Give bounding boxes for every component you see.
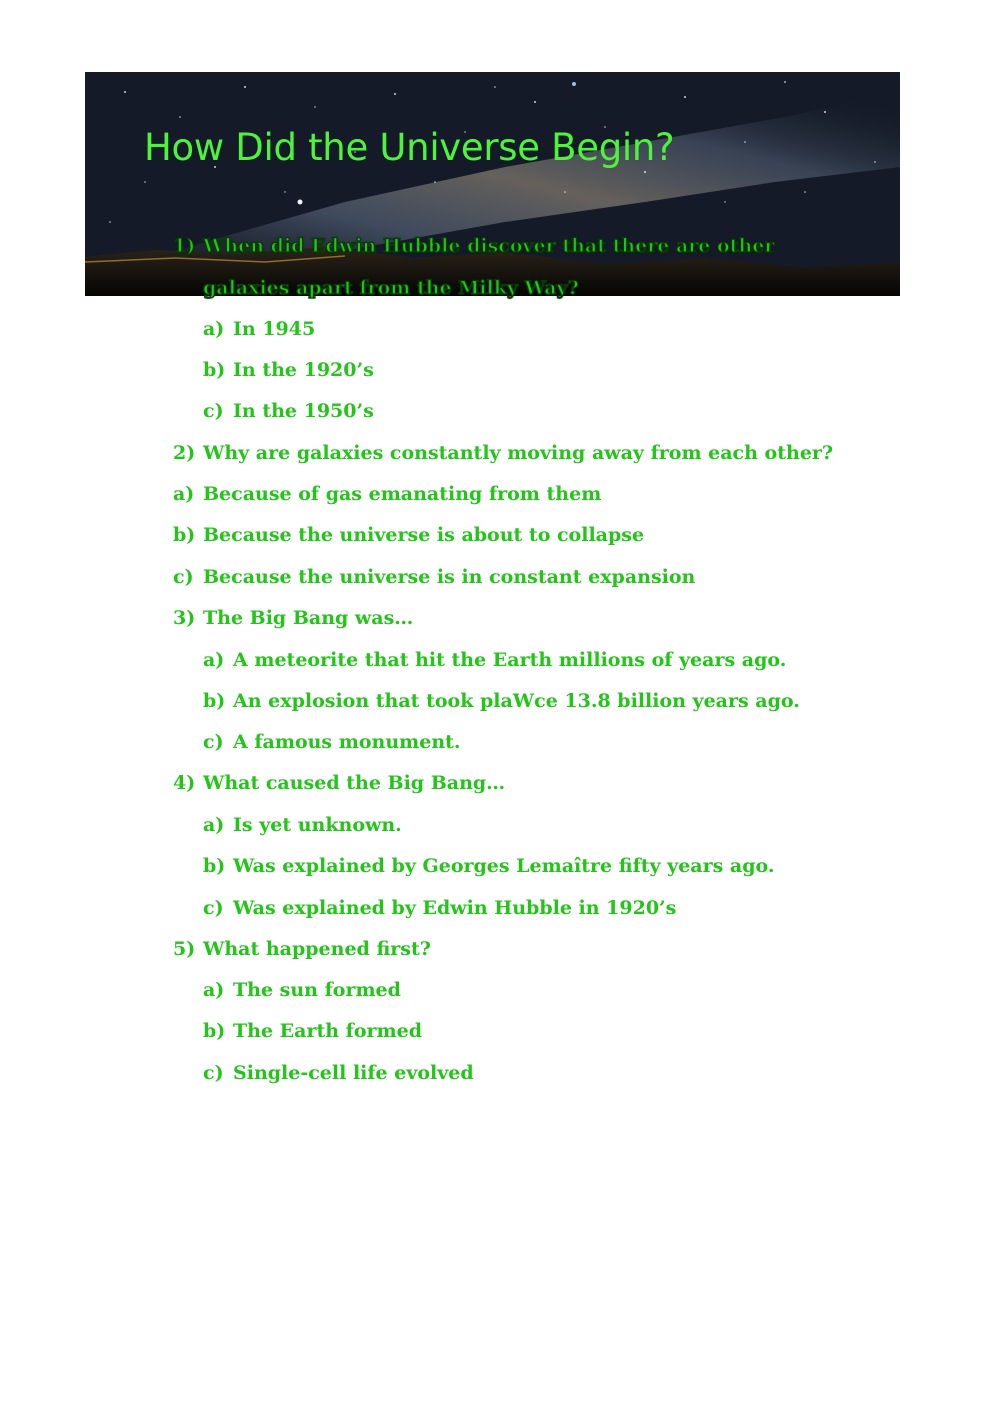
option-letter: a) xyxy=(203,979,225,1001)
question-text: Why are galaxies constantly moving away from each other? xyxy=(203,442,834,464)
question-text: The Big Bang was… xyxy=(203,607,414,629)
answer-option xyxy=(203,317,315,341)
answer-option xyxy=(203,813,402,837)
option-letter: a) xyxy=(173,483,195,505)
question-4 xyxy=(173,771,505,795)
option-text: An explosion that took plaWce 13.8 billion years ago. xyxy=(233,690,800,712)
question-text: What caused the Big Bang… xyxy=(203,772,506,794)
option-text: Because the universe is about to collapse xyxy=(203,524,645,546)
option-letter: a) xyxy=(203,318,225,340)
option-letter: c) xyxy=(203,897,224,919)
option-text: A meteorite that hit the Earth millions of years ago. xyxy=(233,649,787,671)
answer-option xyxy=(203,689,800,713)
night-sky-image xyxy=(85,72,900,296)
option-letter: b) xyxy=(203,1020,226,1042)
answer-option xyxy=(203,896,676,920)
option-letter: a) xyxy=(203,814,225,836)
option-letter: b) xyxy=(203,359,226,381)
option-letter: c) xyxy=(203,731,224,753)
option-text: In 1945 xyxy=(233,318,316,340)
answer-option xyxy=(203,358,374,382)
question-text: What happened first? xyxy=(203,938,431,960)
option-letter: b) xyxy=(203,855,226,877)
option-text: Was explained by Edwin Hubble in 1920’s xyxy=(233,897,677,919)
option-text: Was explained by Georges Lemaître fifty years ago. xyxy=(233,855,775,877)
answer-option xyxy=(173,482,601,506)
question-1 xyxy=(173,234,774,258)
question-number: 1) xyxy=(173,235,196,257)
question-number: 4) xyxy=(173,772,196,794)
answer-option xyxy=(203,854,774,878)
answer-option xyxy=(173,523,644,547)
question-number: 5) xyxy=(173,938,196,960)
question-1-line-2 xyxy=(203,276,579,300)
option-text: Single-cell life evolved xyxy=(233,1062,474,1084)
question-text: When did Edwin Hubble discover that there are other xyxy=(203,235,775,257)
option-letter: b) xyxy=(203,690,226,712)
answer-option xyxy=(203,648,786,672)
answer-option xyxy=(203,978,401,1002)
question-text: galaxies apart from the Milky Way? xyxy=(203,277,579,299)
question-5 xyxy=(173,937,431,961)
question-number: 2) xyxy=(173,442,196,464)
page-title: How Did the Universe Begin? xyxy=(144,126,675,169)
answer-option xyxy=(203,1019,422,1043)
answer-option xyxy=(203,730,461,754)
question-number: 3) xyxy=(173,607,196,629)
question-2 xyxy=(173,441,833,465)
option-text: Is yet unknown. xyxy=(233,814,402,836)
option-text: Because of gas emanating from them xyxy=(203,483,602,505)
option-text: A famous monument. xyxy=(233,731,461,753)
option-letter: c) xyxy=(203,400,224,422)
option-text: In the 1950’s xyxy=(233,400,374,422)
option-letter: b) xyxy=(173,524,196,546)
answer-option xyxy=(203,1061,474,1085)
answer-option xyxy=(173,565,695,589)
option-letter: c) xyxy=(203,1062,224,1084)
option-text: The Earth formed xyxy=(233,1020,422,1042)
option-letter: c) xyxy=(173,566,194,588)
option-text: Because the universe is in constant expansion xyxy=(203,566,696,588)
option-text: The sun formed xyxy=(233,979,401,1001)
answer-option xyxy=(203,399,374,423)
banner-image xyxy=(85,72,900,296)
option-letter: a) xyxy=(203,649,225,671)
option-text: In the 1920’s xyxy=(233,359,374,381)
question-3 xyxy=(173,606,413,630)
